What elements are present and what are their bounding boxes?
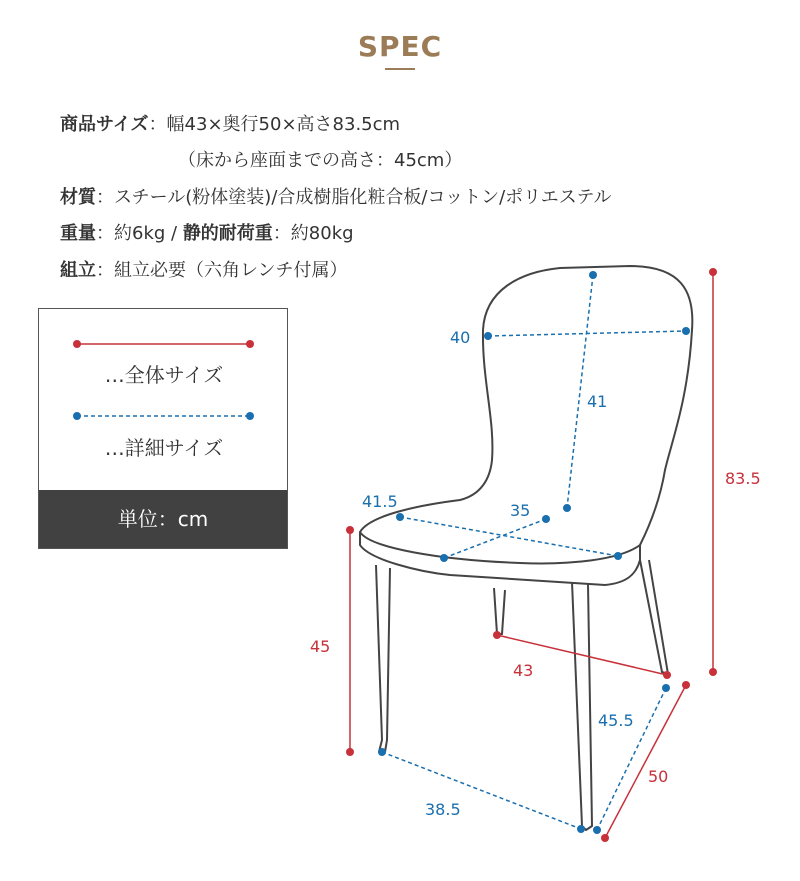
dot-back-width-right	[682, 327, 690, 335]
dot-total-depth-front	[601, 834, 609, 842]
label-seat-width: 41.5	[362, 492, 398, 511]
label-back-height: 41	[587, 392, 608, 411]
spec-assembly-value: ：組立必要（六角レンチ付属）	[96, 260, 348, 281]
spec-load-value: ：約80kg	[272, 223, 354, 244]
spec-size-value: ：幅43×奥行50×高さ83.5cm	[148, 114, 401, 135]
dim-line-seat-depth	[444, 519, 546, 558]
dot-seat-width-right	[614, 552, 622, 560]
dot-seat-height-top	[346, 526, 354, 534]
chair-front-right-leg	[572, 582, 592, 830]
dot-foot-depth-back	[662, 684, 670, 692]
dot-seat-depth-front	[440, 554, 448, 562]
spec-assembly-label: 組立	[60, 260, 96, 281]
spec-size-note: （床から座面までの高さ：45cm）	[178, 150, 463, 171]
label-seat-depth: 35	[510, 501, 531, 520]
dot-seat-depth-back	[542, 515, 550, 523]
chair-rear-right-leg	[640, 560, 668, 674]
label-foot-width: 38.5	[425, 800, 461, 819]
dot-seat-height-bottom	[346, 748, 354, 756]
dot-total-height-bottom	[709, 668, 717, 676]
spec-material-label: 材質	[60, 187, 96, 208]
chair-illustration	[360, 266, 692, 830]
detail-dimension-dots	[378, 271, 690, 834]
label-total-width: 43	[513, 661, 534, 680]
dot-back-height-top	[589, 271, 597, 279]
spec-load-label: 静的耐荷重	[182, 223, 273, 244]
legend-detail-label: …詳細サイズ	[104, 436, 224, 460]
dot-foot-depth-front	[593, 826, 601, 834]
legend-unit-label: 単位：cm	[39, 490, 287, 548]
spec-size-label: 商品サイズ	[60, 114, 149, 135]
dot-foot-width-right	[577, 825, 585, 833]
dot-total-depth-back	[682, 681, 690, 689]
dim-line-total-depth	[605, 685, 686, 838]
dot-total-width-left	[493, 631, 501, 639]
label-foot-depth: 45.5	[598, 711, 634, 730]
dot-total-height-top	[709, 268, 717, 276]
dot-seat-width-left	[396, 513, 404, 521]
dot-back-width-left	[484, 332, 492, 340]
legend-overall-label: …全体サイズ	[104, 363, 224, 387]
label-seat-height: 45	[310, 637, 331, 656]
spec-weight-value: ：約6kg /	[96, 223, 183, 244]
dim-line-foot-depth	[597, 688, 669, 830]
chair-backrest	[360, 266, 692, 585]
label-total-height: 83.5	[725, 469, 761, 488]
dot-total-width-right	[663, 671, 671, 679]
page-heading: SPEC	[357, 30, 443, 63]
chair-front-left-leg	[376, 565, 390, 752]
spec-material-value: ：スチール(粉体塗装)/合成樹脂化粧合板/コットン/ポリエステル	[96, 187, 612, 208]
label-total-depth: 50	[648, 767, 669, 786]
overall-dimension-dots	[346, 268, 717, 842]
overall-dimension-lines	[350, 272, 713, 838]
dot-foot-width-left	[378, 748, 386, 756]
spec-weight-label: 重量	[60, 223, 96, 244]
dim-line-seat-width	[400, 517, 618, 556]
dot-back-height-bottom	[563, 504, 571, 512]
label-back-width: 40	[450, 328, 471, 347]
dim-line-foot-width	[382, 752, 581, 829]
chair-rear-left-leg	[494, 588, 505, 634]
